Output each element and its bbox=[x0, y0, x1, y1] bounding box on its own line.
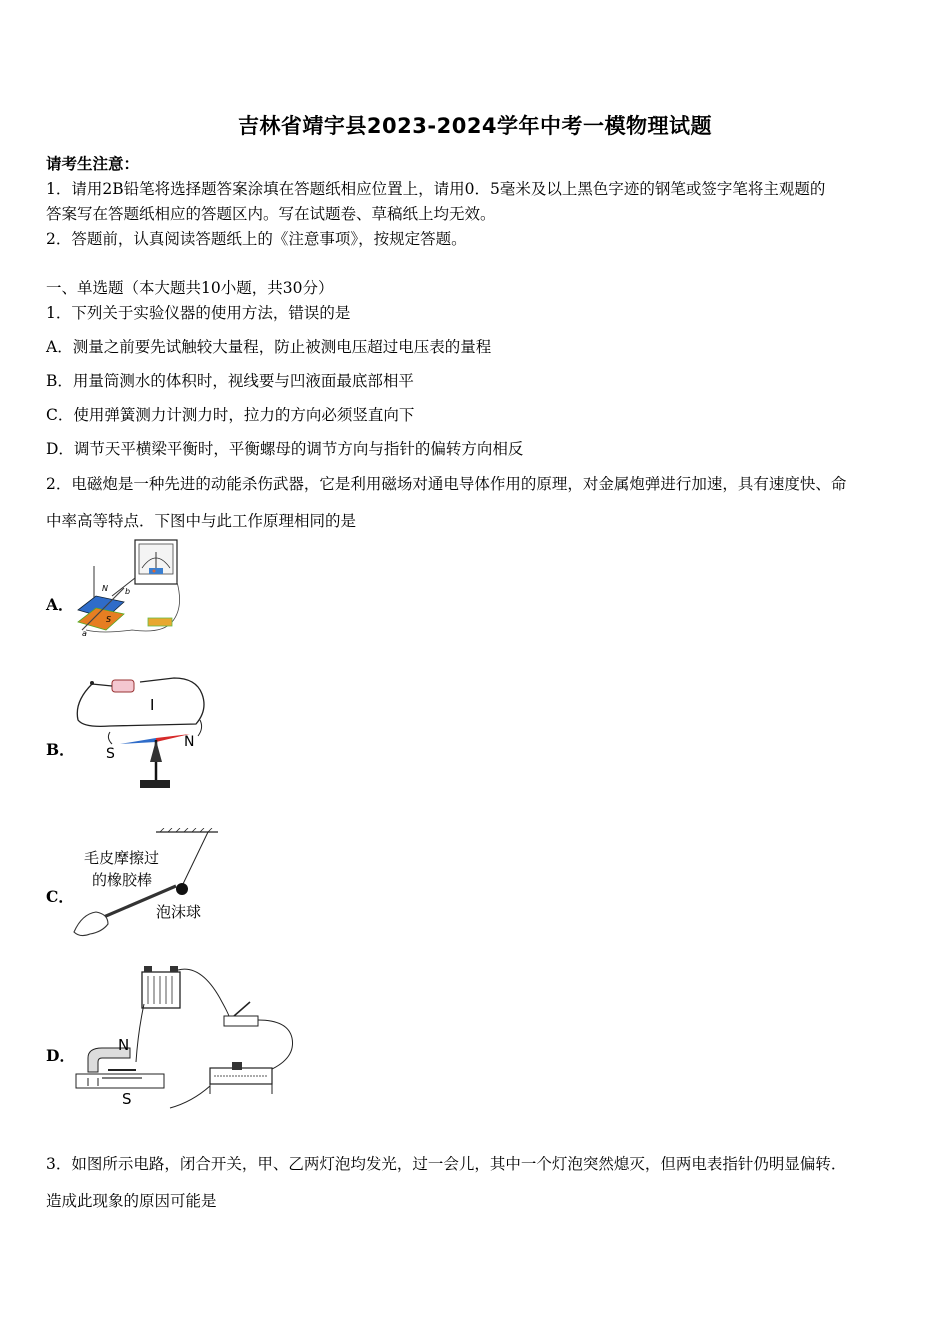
svg-text:S: S bbox=[106, 746, 115, 762]
battery-icon bbox=[112, 680, 134, 692]
question-2-option-b-label: B． bbox=[46, 740, 75, 759]
svg-text:毛皮摩擦过: 毛皮摩擦过 bbox=[84, 849, 160, 867]
question-1-option-c: C．使用弹簧测力计测力时，拉力的方向必须竖直向下 bbox=[46, 406, 415, 424]
notice-heading: 请考生注意： bbox=[46, 154, 140, 173]
question-1-option-d: D．调节天平横梁平衡时，平衡螺母的调节方向与指针的偏转方向相反 bbox=[46, 440, 524, 458]
option-b-figure bbox=[70, 672, 210, 797]
option-a-figure bbox=[72, 538, 182, 638]
svg-text:的橡胶棒: 的橡胶棒 bbox=[92, 871, 153, 889]
question-1-stem: 1．下列关于实验仪器的使用方法，错误的是 bbox=[46, 304, 351, 322]
base-plate-icon bbox=[76, 1074, 164, 1088]
notice-item-2: 2．答题前，认真阅读答题纸上的《注意事项》，按规定答题。 bbox=[46, 230, 467, 248]
option-d-figure bbox=[72, 962, 300, 1112]
page-title: 吉林省靖宇县2023-2024学年中考一模物理试题 bbox=[237, 114, 713, 138]
svg-text:N: N bbox=[102, 584, 108, 593]
question-1-option-b: B．用量筒测水的体积时，视线要与凹液面最底部相平 bbox=[46, 372, 414, 390]
question-3-stem-line-1: 3．如图所示电路，闭合开关，甲、乙两灯泡均发光，过一会儿，其中一个灯泡突然熄灭，但两电表指针仍明显偏转． bbox=[46, 1155, 847, 1173]
stand-icon bbox=[140, 780, 170, 788]
switch-icon bbox=[148, 618, 172, 626]
question-2-option-c-label: C． bbox=[46, 887, 74, 906]
svg-text:S: S bbox=[106, 615, 112, 624]
svg-text:b: b bbox=[125, 587, 131, 596]
question-3-stem-line-2: 造成此现象的原因可能是 bbox=[46, 1192, 217, 1210]
question-2-option-a-label: A． bbox=[46, 595, 74, 614]
compass-needle-s-icon bbox=[120, 738, 156, 744]
foam-ball-icon bbox=[176, 883, 188, 895]
notice-item-1-line-1: 1．请用2B铅笔将选择题答案涂填在答题纸相应位置上，请用0．5毫米及以上黑色字迹的钢笔或签字笔将主观题的 bbox=[46, 180, 826, 198]
question-2-stem-line-2: 中率高等特点．下图中与此工作原理相同的是 bbox=[46, 512, 357, 530]
svg-text:泡沫球: 泡沫球 bbox=[156, 903, 202, 921]
svg-text:S: S bbox=[122, 1090, 132, 1108]
question-2-stem-line-1: 2．电磁炮是一种先进的动能杀伤武器，它是利用磁场对通电导体作用的原理，对金属炮弹进行加速，具有速度快、命 bbox=[46, 475, 847, 493]
hand-icon bbox=[74, 912, 108, 936]
svg-text:I: I bbox=[150, 696, 155, 714]
switch-icon bbox=[224, 1016, 258, 1026]
section-heading: 一、单选题（本大题共10小题，共30分） bbox=[46, 279, 334, 297]
svg-text:a: a bbox=[82, 629, 87, 638]
notice-item-1-line-2: 答案写在答题纸相应的答题区内。写在试题卷、草稿纸上均无效。 bbox=[46, 205, 496, 223]
svg-text:N: N bbox=[184, 734, 195, 750]
question-2-option-d-label: D． bbox=[46, 1046, 75, 1065]
svg-text:N: N bbox=[118, 1036, 130, 1054]
option-c-figure bbox=[72, 828, 222, 943]
question-1-option-a: A．测量之前要先试触较大量程，防止被测电压超过电压表的量程 bbox=[46, 338, 492, 356]
